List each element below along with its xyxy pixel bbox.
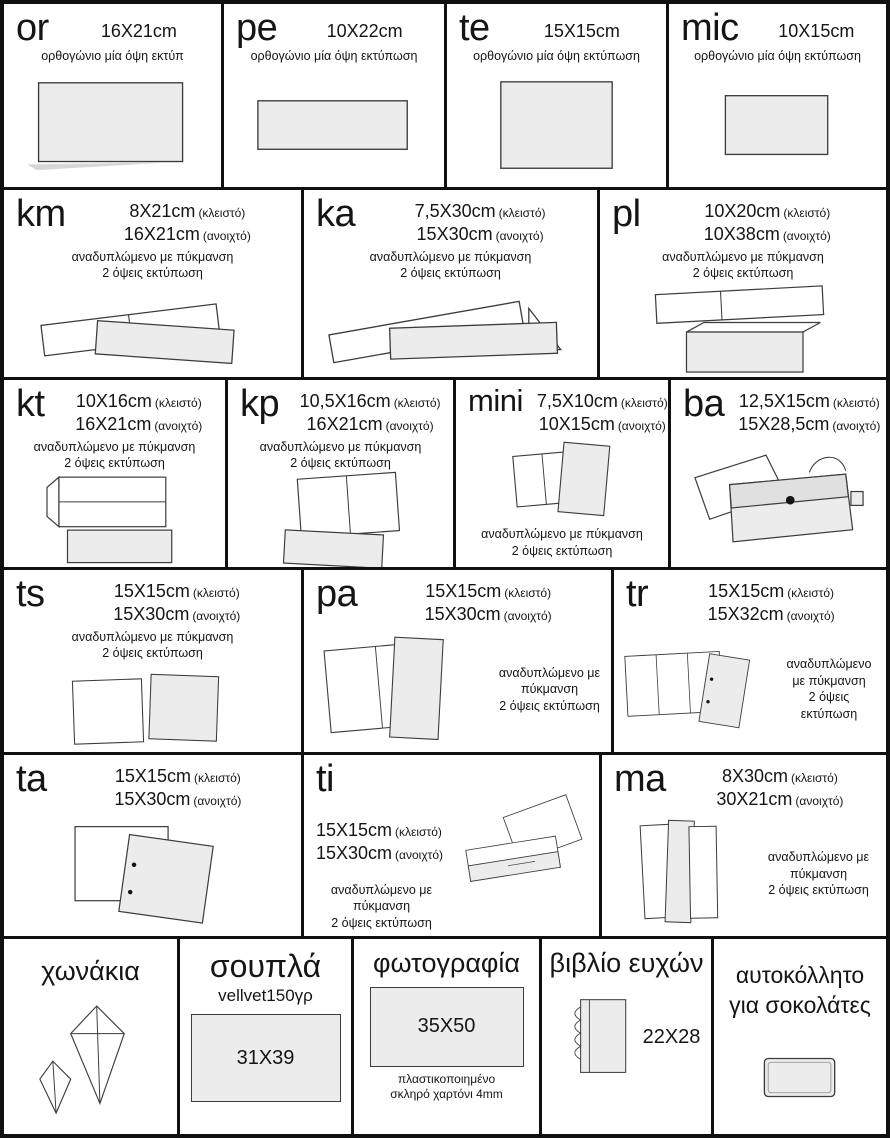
format-sizes	[371, 576, 605, 627]
size-value: 15X15cm	[114, 766, 191, 786]
format-code: kp	[240, 383, 280, 425]
format-code: ma	[614, 758, 666, 800]
size-value: 16X21cm	[75, 414, 152, 435]
illustration-wrap	[4, 662, 301, 752]
size-value: 10X16cm	[75, 391, 152, 411]
size-note: (κλειστό)	[193, 771, 241, 785]
size-note: (ανοιχτό)	[192, 609, 241, 624]
format-code: km	[16, 193, 66, 235]
format-sizes	[662, 576, 880, 627]
desc-line: 2 όψεις εκτύπωση	[511, 543, 613, 558]
size-value: 15X15cm	[113, 581, 190, 601]
illustration-wrap	[669, 65, 886, 187]
format-description	[4, 247, 301, 282]
size-note: (κλειστό)	[783, 206, 831, 220]
size-value: 10X22cm	[326, 21, 403, 41]
note-line: σκληρό χαρτόνι 4mm	[390, 1087, 503, 1102]
size-value: 15X32cm	[707, 604, 784, 625]
format-sizes	[61, 761, 295, 812]
format-cell-mini	[456, 380, 671, 567]
gatefold-card-illustration	[620, 642, 770, 737]
size-value: 15X15cm	[543, 21, 620, 41]
size-note: (ανοιχτό)	[795, 794, 844, 809]
product-size: 22X28	[642, 1025, 701, 1048]
format-cell-ma	[602, 755, 886, 936]
desc-line: αναδυπλώμενο με πύκμανση	[662, 249, 824, 264]
size-value: 15X30cm	[316, 843, 393, 864]
cell-header	[304, 190, 597, 247]
illustration-wrap	[304, 627, 488, 752]
cell-header	[304, 570, 611, 627]
size-value: 16X21cm	[306, 414, 383, 435]
format-sizes	[504, 10, 660, 43]
cell-header	[602, 755, 886, 812]
illustration-wrap	[447, 65, 666, 187]
desc-line: 2 όψεις εκτύπωση	[800, 690, 858, 721]
size-value: 16X21cm	[100, 21, 177, 41]
desc-line: αναδυπλώμενο με πύκμανση	[330, 882, 433, 914]
cell-header	[4, 4, 221, 49]
flat-card-illustration	[242, 94, 427, 158]
product-material: vellvet150γρ	[218, 986, 313, 1006]
format-cell-ba	[671, 380, 886, 567]
size-note: (ανοιχτό)	[617, 419, 666, 434]
size-value: 15X30cm	[424, 604, 501, 625]
format-description	[304, 247, 597, 282]
format-code: pa	[316, 573, 358, 615]
format-sizes	[59, 386, 219, 437]
size-value: 7,5X30cm	[414, 201, 496, 221]
size-note: (ανοιχτό)	[154, 419, 203, 434]
illustration-wrap	[447, 755, 599, 936]
format-description	[772, 656, 886, 722]
folded-card-illustration	[58, 662, 248, 752]
illustration-wrap	[4, 65, 221, 187]
format-sizes	[316, 813, 447, 866]
cell-header	[614, 570, 886, 627]
illustration-wrap	[456, 437, 668, 524]
size-note: (κλειστό)	[787, 586, 835, 600]
size-value: 15X30cm	[114, 789, 191, 810]
cell-header	[228, 380, 453, 437]
format-sizes	[63, 10, 215, 43]
format-code: tr	[626, 573, 649, 615]
format-cell-pl	[600, 190, 886, 377]
format-code: pe	[236, 7, 278, 49]
desc-line: αναδυπλώμενο με πύκμανση	[259, 439, 422, 454]
accordion-card-illustration	[614, 815, 749, 933]
size-value: 8X30cm	[721, 766, 788, 786]
format-description: ορθογώνιο μία όψη εκτύπωση	[250, 49, 418, 64]
format-code: ka	[316, 193, 356, 235]
format-sizes	[59, 576, 295, 627]
format-description: ορθογώνιο μία όψη εκτύπ	[41, 49, 184, 64]
desc-line: αναδυπλώμενο με πύκμανση	[71, 629, 234, 644]
size-note: (κλειστό)	[393, 396, 441, 410]
size-note: (κλειστό)	[498, 206, 546, 220]
format-description	[4, 437, 225, 472]
size-value: 10,5X16cm	[299, 391, 391, 411]
product-note	[390, 1072, 503, 1103]
desc-line: αναδυπλώμενο με πύκμανση	[786, 657, 872, 688]
format-cell-pa	[304, 570, 614, 752]
format-code: ta	[16, 758, 47, 800]
size-value: 15X30cm	[416, 224, 493, 245]
size-value: 10X15cm	[778, 21, 855, 41]
format-cell-km	[4, 190, 304, 377]
size-note: (κλειστό)	[198, 206, 246, 220]
size-note: (κλειστό)	[192, 586, 240, 600]
size-value: 15X15cm	[708, 581, 785, 601]
desc-line: αναδυπλώμενο με πύκμανση	[33, 439, 196, 454]
size-note: (κλειστό)	[154, 396, 202, 410]
size-value: 30X21cm	[716, 789, 793, 810]
format-cell-ka	[304, 190, 600, 377]
size-note: (ανοιχτό)	[395, 848, 444, 863]
desc-line: 2 όψεις εκτύπωση	[64, 456, 165, 471]
format-code: ba	[683, 383, 725, 425]
cell-body	[304, 627, 611, 752]
format-sizes	[369, 196, 591, 247]
format-cell-or	[4, 4, 224, 187]
product-cell-cones	[4, 939, 180, 1134]
cell-header	[447, 4, 666, 49]
format-cell-tr	[614, 570, 886, 752]
size-note: (ανοιχτό)	[202, 229, 251, 244]
illustration-wrap	[4, 282, 301, 377]
trifold-card-illustration	[318, 629, 486, 750]
illustration-wrap	[228, 472, 453, 567]
folded-card-illustration	[53, 818, 253, 930]
format-sizes	[537, 386, 668, 437]
title-line: αυτοκόλλητο	[735, 962, 865, 988]
cell-body	[602, 812, 886, 936]
format-sizes	[680, 761, 880, 812]
size-value: 10X15cm	[538, 414, 615, 435]
size-value: 15X30cm	[113, 604, 190, 625]
desc-line: αναδυπλώμενο με πύκμανση	[498, 665, 601, 697]
note-line: πλαστικοποιημένο	[397, 1071, 496, 1086]
illustration-wrap	[4, 812, 301, 936]
size-value: 12,5X15cm	[738, 391, 830, 411]
format-code: ti	[316, 758, 334, 800]
format-cell-ta	[4, 755, 304, 936]
format-cell-mic	[669, 4, 886, 187]
illustration-wrap	[553, 985, 701, 1090]
size-value: 15X15cm	[425, 581, 502, 601]
title-line: για σοκολάτες	[729, 991, 871, 1018]
illustration-wrap	[614, 640, 772, 739]
folded-card-illustration	[37, 472, 192, 566]
size-note: (ανοιχτό)	[503, 609, 552, 624]
product-title: βιβλίο ευχών	[549, 948, 704, 978]
size-note: (κλειστό)	[620, 396, 668, 410]
format-sizes	[293, 386, 447, 437]
row-5	[4, 755, 886, 939]
folded-card-illustration	[312, 284, 590, 374]
placemat-illustration	[191, 1014, 341, 1102]
format-code: te	[459, 7, 490, 49]
format-code: mini	[468, 383, 523, 418]
size-note: (ανοιχτό)	[385, 419, 434, 434]
format-cell-ts	[4, 570, 304, 752]
desc-line: 2 όψεις εκτύπωση	[102, 266, 203, 281]
size-note: (ανοιχτό)	[495, 229, 544, 244]
format-description	[751, 849, 886, 899]
format-code: pl	[612, 193, 641, 235]
cell-header	[671, 380, 886, 437]
size-note: (ανοιχτό)	[193, 794, 242, 809]
product-title: φωτογραφία	[372, 948, 521, 978]
desc-line: αναδυπλώμενο με πύκμανση	[767, 850, 870, 881]
row-3	[4, 380, 886, 570]
cell-header	[600, 190, 886, 247]
illustration-wrap	[304, 282, 597, 377]
desc-line: 2 όψεις εκτύπωση	[768, 883, 869, 898]
illustration-wrap	[20, 987, 162, 1134]
cell-header	[4, 570, 301, 627]
product-title: σουπλά	[209, 948, 322, 984]
bag-card-illustration	[679, 443, 879, 560]
folded-card-illustration	[22, 284, 284, 374]
desc-line: 2 όψεις εκτύπωση	[692, 266, 794, 281]
size-value: 15X15cm	[316, 820, 393, 841]
wish-book-illustration	[553, 985, 633, 1090]
size-value: 16X21cm	[123, 224, 200, 245]
cell-header	[304, 755, 447, 936]
format-cell-kp	[228, 380, 456, 567]
format-description	[456, 524, 668, 567]
sticker-illustration	[753, 1049, 848, 1106]
desc-line: 2 όψεις εκτύπωση	[331, 915, 432, 930]
product-cell-photo	[354, 939, 542, 1134]
format-sizes	[291, 10, 438, 43]
cell-header	[4, 190, 301, 247]
size-note: (ανοιχτό)	[832, 419, 881, 434]
cell-header	[224, 4, 444, 49]
format-code: ts	[16, 573, 45, 615]
format-sizes	[80, 196, 295, 247]
format-sizes	[753, 10, 880, 43]
size-note: (ανοιχτό)	[786, 609, 835, 624]
illustration-wrap	[671, 437, 886, 567]
format-cell-te	[447, 4, 669, 187]
product-title	[729, 961, 871, 1021]
illustration-wrap	[600, 282, 886, 377]
format-code: mic	[681, 7, 739, 49]
illustration-wrap	[224, 65, 444, 187]
format-code: or	[16, 7, 49, 49]
size-note: (κλειστό)	[832, 396, 880, 410]
row-2	[4, 190, 886, 380]
product-size: 31X39	[236, 1046, 295, 1069]
size-value: 10X20cm	[704, 201, 781, 221]
folded-card-illustration	[495, 433, 630, 528]
folded-card-illustration	[449, 788, 597, 903]
photo-board-illustration	[370, 987, 524, 1067]
size-value: 7,5X10cm	[536, 391, 618, 411]
illustration-wrap	[751, 1021, 850, 1134]
format-description	[228, 437, 453, 472]
flat-card-illustration	[715, 90, 840, 162]
cell-header	[456, 380, 668, 437]
size-value: 10X38cm	[703, 224, 780, 245]
format-description	[488, 665, 611, 715]
desc-line: 2 όψεις εκτύπωση	[102, 646, 203, 661]
desc-line: αναδυπλώμενο με πύκμανση	[369, 249, 532, 264]
format-description	[600, 247, 886, 282]
format-cell-pe	[224, 4, 447, 187]
product-cell-sticker	[714, 939, 886, 1134]
desc-line: αναδυπλώμενο με πύκμανση	[481, 527, 643, 541]
format-cell-ti	[304, 755, 602, 936]
format-description	[316, 882, 447, 932]
illustration-wrap	[4, 472, 225, 567]
size-note: (κλειστό)	[395, 825, 442, 840]
desc-line: 2 όψεις εκτύπωση	[290, 456, 391, 471]
row-4	[4, 570, 886, 755]
flat-card-illustration	[489, 78, 624, 174]
format-description: ορθογώνιο μία όψη εκτύπωση	[473, 49, 640, 64]
format-sizes	[655, 196, 880, 247]
folded-card-illustration	[266, 469, 416, 567]
cell-header	[4, 755, 301, 812]
format-code: kt	[16, 383, 45, 425]
product-size: 35X50	[417, 1015, 476, 1038]
size-value: 8X21cm	[129, 201, 196, 221]
desc-line: 2 όψεις εκτύπωση	[499, 698, 600, 713]
paper-cones-illustration	[22, 1001, 160, 1119]
cell-header	[4, 380, 225, 437]
product-cell-wishbook	[542, 939, 714, 1134]
cell-header	[669, 4, 886, 49]
format-sizes	[738, 386, 880, 437]
folded-card-illustration	[633, 279, 853, 377]
flat-card-illustration	[20, 78, 205, 174]
size-note: (ανοιχτό)	[782, 229, 831, 244]
row-1	[4, 4, 886, 190]
illustration-wrap	[602, 813, 751, 935]
format-cell-kt	[4, 380, 228, 567]
format-description	[4, 627, 301, 662]
size-value: 15X28,5cm	[738, 414, 830, 435]
desc-line: 2 όψεις εκτύπωση	[400, 266, 501, 281]
size-note: (κλειστό)	[504, 586, 552, 600]
row-6	[4, 939, 886, 1134]
product-cell-placemat	[180, 939, 354, 1134]
size-note: (κλειστό)	[791, 771, 838, 785]
format-description: ορθογώνιο μία όψη εκτύπωση	[694, 49, 861, 64]
cell-body	[614, 627, 886, 752]
product-title: χωνάκια	[41, 956, 140, 986]
desc-line: αναδυπλώμενο με πύκμανση	[71, 249, 234, 264]
